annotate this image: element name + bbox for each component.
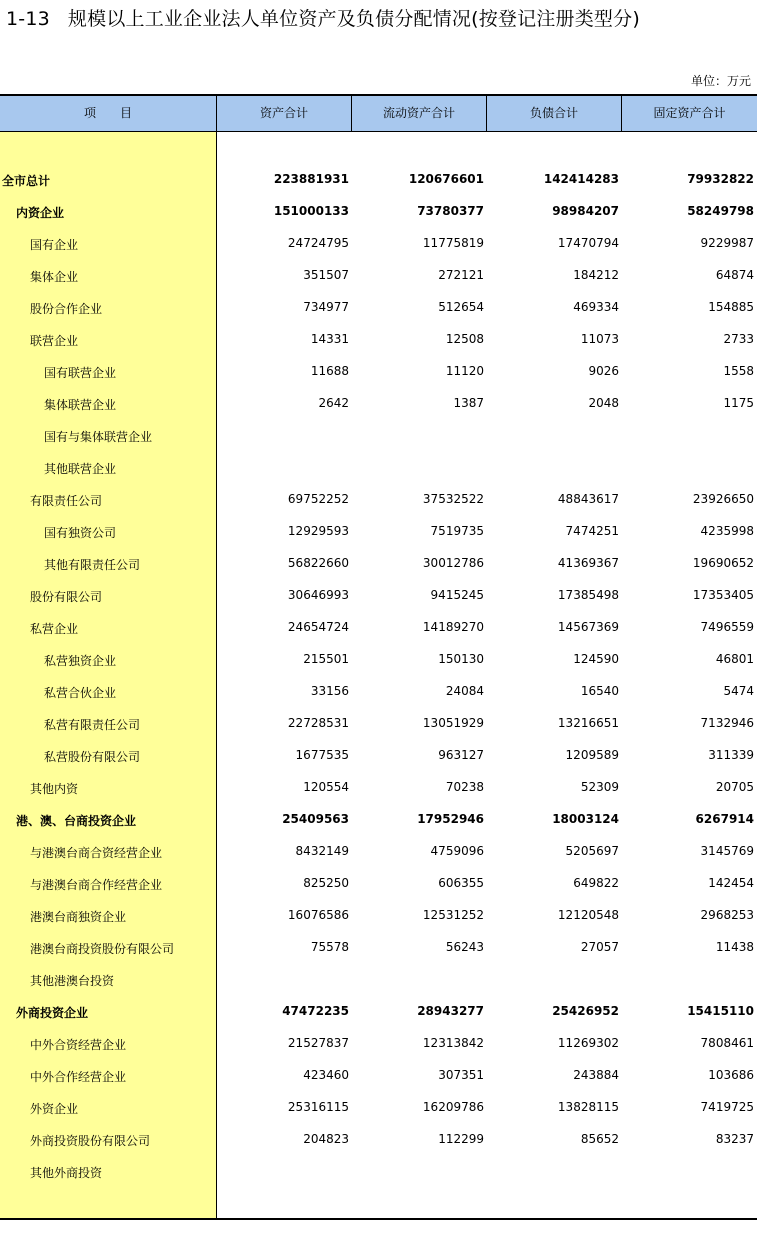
total-liabilities-cell: 52309: [580, 780, 619, 794]
row-label: 内资企业: [16, 206, 65, 220]
row-label: 集体联营企业: [44, 398, 117, 412]
total-liabilities-cell: 12120548: [557, 908, 619, 922]
fixed-assets-cell: 7132946: [700, 716, 754, 730]
total-assets-cell: 56822660: [287, 556, 349, 570]
total-assets-cell: 8432149: [295, 844, 349, 858]
fixed-assets-cell: 79932822: [687, 172, 754, 186]
fixed-assets-cell: 20705: [715, 780, 754, 794]
total-assets-cell: 25409563: [282, 812, 349, 826]
total-liabilities-cell: 243884: [573, 1068, 619, 1082]
current-assets-cell: 30012786: [422, 556, 484, 570]
total-assets-cell: 30646993: [287, 588, 349, 602]
fixed-assets-cell: 3145769: [700, 844, 754, 858]
row-label: 其他外商投资: [30, 1166, 103, 1180]
current-assets-cell: 73780377: [417, 204, 484, 218]
table-row: [0, 324, 757, 356]
row-label: 私营独资企业: [44, 654, 117, 668]
current-assets-cell: 11775819: [422, 236, 484, 250]
total-assets-cell: 11688: [310, 364, 349, 378]
total-assets-cell: 2642: [318, 396, 349, 410]
row-label: 国有联营企业: [44, 366, 117, 380]
table-row: [0, 932, 757, 964]
row-label: 国有企业: [30, 238, 79, 252]
fixed-assets-cell: 5474: [723, 684, 754, 698]
row-label: 股份合作企业: [30, 302, 103, 316]
total-liabilities-cell: 14567369: [557, 620, 619, 634]
total-liabilities-cell: 98984207: [552, 204, 619, 218]
total-assets-cell: 215501: [303, 652, 349, 666]
total-liabilities-cell: 13216651: [557, 716, 619, 730]
total-assets-cell: 204823: [303, 1132, 349, 1146]
total-assets-cell: 151000133: [273, 204, 349, 218]
row-label: 中外合作经营企业: [30, 1070, 127, 1084]
current-assets-cell: 56243: [445, 940, 484, 954]
total-liabilities-cell: 11073: [580, 332, 619, 346]
current-assets-cell: 24084: [445, 684, 484, 698]
table-row: [0, 196, 757, 228]
table-row: [0, 388, 757, 420]
header-total-assets: 资产合计: [217, 96, 352, 131]
fixed-assets-cell: 7496559: [700, 620, 754, 634]
total-liabilities-cell: 16540: [580, 684, 619, 698]
total-liabilities-cell: 184212: [573, 268, 619, 282]
table-row: [0, 580, 757, 612]
table-row: [0, 740, 757, 772]
total-assets-cell: 16076586: [287, 908, 349, 922]
current-assets-cell: 307351: [438, 1068, 484, 1082]
total-liabilities-cell: 9026: [588, 364, 619, 378]
fixed-assets-cell: 103686: [708, 1068, 754, 1082]
table-row: [0, 452, 757, 484]
current-assets-cell: 17952946: [417, 812, 484, 826]
row-label: 外商投资企业: [16, 1006, 89, 1020]
row-label: 私营企业: [30, 622, 79, 636]
total-assets-cell: 1677535: [295, 748, 349, 762]
total-assets-cell: 734977: [303, 300, 349, 314]
fixed-assets-cell: 154885: [708, 300, 754, 314]
fixed-assets-cell: 1175: [723, 396, 754, 410]
current-assets-cell: 11120: [445, 364, 484, 378]
table-row: [0, 964, 757, 996]
current-assets-cell: 150130: [438, 652, 484, 666]
total-assets-cell: 47472235: [282, 1004, 349, 1018]
total-liabilities-cell: 17470794: [557, 236, 619, 250]
current-assets-cell: 70238: [445, 780, 484, 794]
row-label: 有限责任公司: [30, 494, 103, 508]
total-liabilities-cell: 1209589: [565, 748, 619, 762]
fixed-assets-cell: 4235998: [700, 524, 754, 538]
total-assets-cell: 825250: [303, 876, 349, 890]
total-assets-cell: 223881931: [273, 172, 349, 186]
table-row: [0, 996, 757, 1028]
total-liabilities-cell: 41369367: [557, 556, 619, 570]
current-assets-cell: 14189270: [422, 620, 484, 634]
current-assets-cell: 4759096: [430, 844, 484, 858]
current-assets-cell: 12531252: [422, 908, 484, 922]
table-row: [0, 900, 757, 932]
total-assets-cell: 12929593: [287, 524, 349, 538]
fixed-assets-cell: 19690652: [692, 556, 754, 570]
total-liabilities-cell: 18003124: [552, 812, 619, 826]
fixed-assets-cell: 64874: [715, 268, 754, 282]
total-liabilities-cell: 649822: [573, 876, 619, 890]
fixed-assets-cell: 23926650: [692, 492, 754, 506]
row-label: 港澳台商投资股份有限公司: [30, 942, 175, 956]
table-row: [0, 1028, 757, 1060]
current-assets-cell: 9415245: [430, 588, 484, 602]
total-liabilities-cell: 85652: [580, 1132, 619, 1146]
current-assets-cell: 112299: [438, 1132, 484, 1146]
fixed-assets-cell: 7808461: [700, 1036, 754, 1050]
row-label: 国有独资公司: [44, 526, 117, 540]
row-label: 私营股份有限公司: [44, 750, 141, 764]
row-label: 其他联营企业: [44, 462, 117, 476]
row-label: 股份有限公司: [30, 590, 103, 604]
table-row: [0, 868, 757, 900]
table-row: [0, 644, 757, 676]
table-row: [0, 356, 757, 388]
header-item: 项 目: [0, 96, 217, 131]
row-label: 全市总计: [2, 174, 51, 188]
table-row: [0, 836, 757, 868]
total-liabilities-cell: 5205697: [565, 844, 619, 858]
table-header: [0, 96, 757, 132]
total-liabilities-cell: 25426952: [552, 1004, 619, 1018]
table-row: [0, 772, 757, 804]
total-liabilities-cell: 11269302: [557, 1036, 619, 1050]
row-label: 国有与集体联营企业: [44, 430, 153, 444]
table-row: [0, 548, 757, 580]
table-row: [0, 1124, 757, 1156]
table-title: 规模以上工业企业法人单位资产及负债分配情况(按登记注册类型分): [67, 8, 640, 30]
table-row: [0, 1060, 757, 1092]
table-row: [0, 420, 757, 452]
fixed-assets-cell: 58249798: [687, 204, 754, 218]
table-row: [0, 164, 757, 196]
current-assets-cell: 606355: [438, 876, 484, 890]
fixed-assets-cell: 15415110: [687, 1004, 754, 1018]
current-assets-cell: 16209786: [422, 1100, 484, 1114]
total-assets-cell: 24654724: [287, 620, 349, 634]
header-fixed-assets: 固定资产合计: [653, 106, 726, 120]
total-liabilities-cell: 27057: [580, 940, 619, 954]
current-assets-cell: 272121: [438, 268, 484, 282]
fixed-assets-cell: 83237: [715, 1132, 754, 1146]
table-body: [0, 164, 757, 1188]
table-row: [0, 260, 757, 292]
total-assets-cell: 423460: [303, 1068, 349, 1082]
current-assets-cell: 13051929: [422, 716, 484, 730]
row-label: 与港澳台商合资经营企业: [30, 846, 163, 860]
current-assets-cell: 37532522: [422, 492, 484, 506]
fixed-assets-cell: 6267914: [695, 812, 754, 826]
row-label: 外资企业: [30, 1102, 79, 1116]
current-assets-cell: 7519735: [430, 524, 484, 538]
row-label: 外商投资股份有限公司: [30, 1134, 151, 1148]
current-assets-cell: 512654: [438, 300, 484, 314]
total-assets-cell: 75578: [310, 940, 349, 954]
table-number: 1-13: [6, 8, 50, 30]
table-row: [0, 484, 757, 516]
header-total-liabilities: 负债合计: [487, 96, 622, 131]
table-row: [0, 228, 757, 260]
fixed-assets-cell: 2968253: [700, 908, 754, 922]
total-liabilities-cell: 7474251: [565, 524, 619, 538]
fixed-assets-cell: 7419725: [700, 1100, 754, 1114]
current-assets-cell: 12508: [445, 332, 484, 346]
table-row: [0, 516, 757, 548]
row-label: 港澳台商独资企业: [30, 910, 127, 924]
total-assets-cell: 25316115: [287, 1100, 349, 1114]
fixed-assets-cell: 46801: [715, 652, 754, 666]
table-row: [0, 676, 757, 708]
total-assets-cell: 24724795: [287, 236, 349, 250]
total-liabilities-cell: 48843617: [557, 492, 619, 506]
row-label: 与港澳台商合作经营企业: [30, 878, 163, 892]
header-current-assets: 流动资产合计: [352, 96, 487, 131]
total-liabilities-cell: 124590: [573, 652, 619, 666]
current-assets-cell: 1387: [453, 396, 484, 410]
fixed-assets-cell: 142454: [708, 876, 754, 890]
row-label: 港、澳、台商投资企业: [16, 814, 137, 828]
row-label: 集体企业: [30, 270, 79, 284]
row-label: 中外合资经营企业: [30, 1038, 127, 1052]
row-label: 其他有限责任公司: [44, 558, 141, 572]
table-row: [0, 1092, 757, 1124]
table-row: [0, 708, 757, 740]
fixed-assets-cell: 1558: [723, 364, 754, 378]
fixed-assets-cell: 2733: [723, 332, 754, 346]
total-liabilities-cell: 17385498: [557, 588, 619, 602]
total-assets-cell: 351507: [303, 268, 349, 282]
bottom-rule: [0, 1218, 757, 1220]
fixed-assets-cell: 311339: [708, 748, 754, 762]
total-assets-cell: 33156: [310, 684, 349, 698]
total-liabilities-cell: 142414283: [543, 172, 619, 186]
row-label: 联营企业: [30, 334, 79, 348]
total-liabilities-cell: 2048: [588, 396, 619, 410]
fixed-assets-cell: 17353405: [692, 588, 754, 602]
total-liabilities-cell: 13828115: [557, 1100, 619, 1114]
fixed-assets-cell: 11438: [715, 940, 754, 954]
page-title: [6, 4, 640, 31]
row-label: 私营有限责任公司: [44, 718, 141, 732]
total-assets-cell: 14331: [310, 332, 349, 346]
fixed-assets-cell: 9229987: [700, 236, 754, 250]
row-label: 私营合伙企业: [44, 686, 117, 700]
current-assets-cell: 12313842: [422, 1036, 484, 1050]
table-row: [0, 804, 757, 836]
unit-label: 单位：万元: [690, 74, 751, 88]
row-label: 其他内资: [30, 782, 79, 796]
current-assets-cell: 963127: [438, 748, 484, 762]
row-label: 其他港澳台投资: [30, 974, 115, 988]
table-row: [0, 292, 757, 324]
total-assets-cell: 120554: [303, 780, 349, 794]
total-liabilities-cell: 469334: [573, 300, 619, 314]
total-assets-cell: 22728531: [287, 716, 349, 730]
table-row: [0, 1156, 757, 1188]
current-assets-cell: 120676601: [408, 172, 484, 186]
table-row: [0, 612, 757, 644]
total-assets-cell: 69752252: [287, 492, 349, 506]
total-assets-cell: 21527837: [287, 1036, 349, 1050]
current-assets-cell: 28943277: [417, 1004, 484, 1018]
